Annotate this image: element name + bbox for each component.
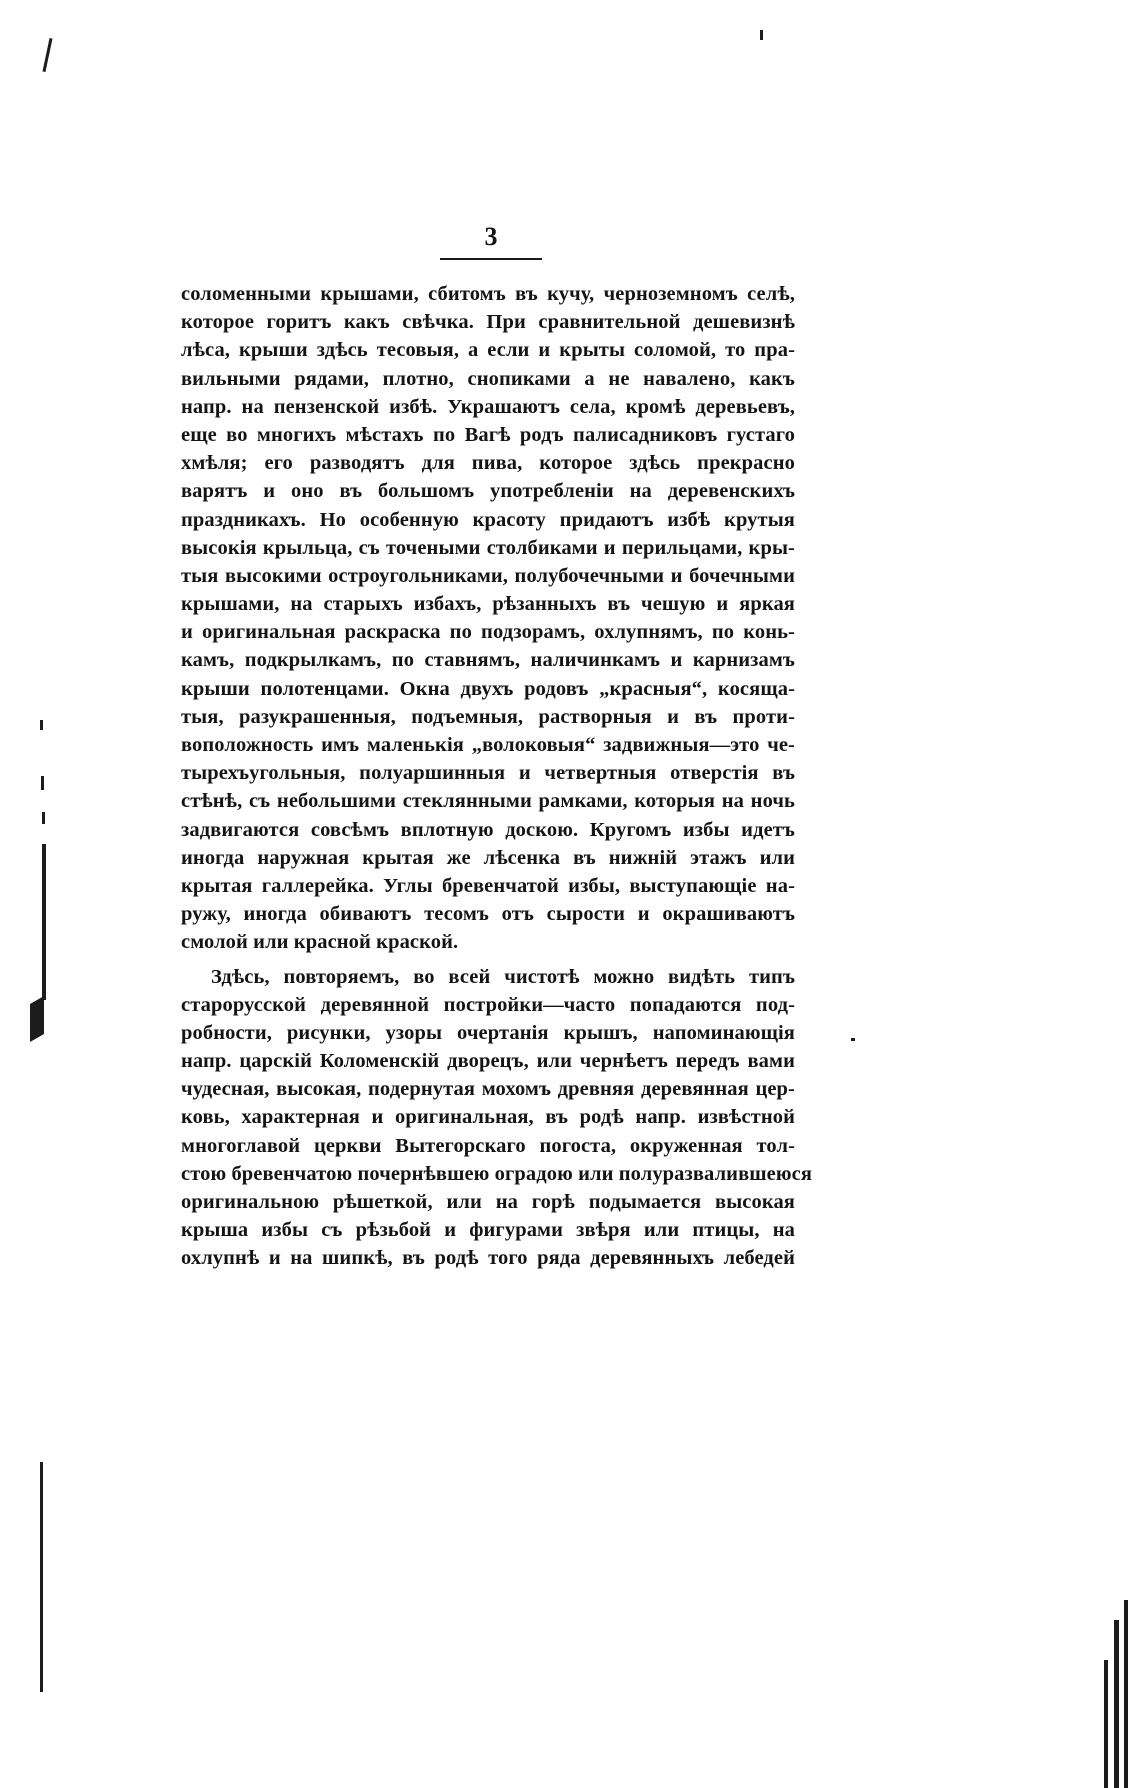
scan-artifact xyxy=(1114,1620,1119,1788)
text-line: стою бревенчатою почернѣвшею оградою или полуразвалившеюся xyxy=(181,1162,813,1185)
page-number-rule xyxy=(440,258,542,260)
text-line: лѣса, крыши здѣсь тесовыя, а если и крыты соломой, то пра- xyxy=(181,339,795,362)
text-line: камъ, подкрылкамъ, по ставнямъ, наличинкамъ и карнизамъ xyxy=(181,649,795,672)
page-number: 3 xyxy=(484,222,498,251)
text-line: тыя высокими остроугольниками, полубочечными и бочечными xyxy=(181,564,795,587)
text-line: тырехъугольныя, полуаршинныя и четвертныя отверстiя въ xyxy=(181,762,795,785)
text-line: задвигаются совсѣмъ вплотную доскою. Кругомъ избы идетъ xyxy=(181,818,795,841)
text-line: Здѣсь, повторяемъ, во всей чистотѣ можно видѣть типъ xyxy=(211,965,795,988)
text-line: робности, рисунки, узоры очертанiя крышъ, напоминающiя xyxy=(181,1021,795,1044)
scan-artifact xyxy=(1104,1660,1108,1788)
text-line: хмѣля; его разводятъ для пива, которое здѣсь прекрасно xyxy=(181,452,795,475)
scan-artifact xyxy=(40,720,43,730)
scan-artifact xyxy=(42,844,46,1000)
text-line: крыша избы съ рѣзьбой и фигурами звѣря или птицы, на xyxy=(181,1219,795,1242)
text-line: смолой или красной краской. xyxy=(181,931,459,954)
scan-artifact xyxy=(851,1038,855,1041)
text-line: которое горитъ какъ свѣчка. При сравнительной дешевизнѣ xyxy=(181,311,795,334)
body-text xyxy=(181,280,813,1273)
text-line: еще во многихъ мѣстахъ по Вагѣ родъ палисадниковъ густаго xyxy=(181,423,795,446)
text-line: соломенными крышами, сбитомъ въ кучу, черноземномъ селѣ, xyxy=(181,283,795,305)
text-line: высокiя крыльца, съ точеными столбиками и перильцами, кры- xyxy=(181,536,795,559)
scan-artifact xyxy=(42,38,52,72)
scan-artifact xyxy=(30,996,44,1042)
paragraph-1 xyxy=(181,280,795,957)
text-line: крышами, на старыхъ избахъ, рѣзанныхъ въ чешую и яркая xyxy=(181,593,795,616)
scan-artifact xyxy=(1124,1600,1128,1788)
text-line: напр. царскiй Коломенскiй дворецъ, или чернѣетъ передъ вами xyxy=(181,1050,795,1073)
text-line: крыши полотенцами. Окна двухъ родовъ „красныя“, косяща- xyxy=(181,677,795,700)
text-line: стѣнѣ, съ небольшими стеклянными рамками, которыя на ночь xyxy=(181,790,795,813)
text-line: и оригинальная раскраска по подзорамъ, охлупнямъ, по конь- xyxy=(181,621,795,644)
text-line: оригинальною рѣшеткой, или на горѣ подымается высокая xyxy=(181,1191,795,1213)
paragraph-2 xyxy=(181,963,813,1273)
text-line: вильными рядами, плотно, снопиками а не навалено, какъ xyxy=(181,367,795,390)
text-line: праздникахъ. Но особенную красоту придаютъ избѣ крутыя xyxy=(181,508,795,531)
text-line: ковь, характерная и оригинальная, въ родѣ напр. извѣстной xyxy=(181,1106,795,1129)
text-line: многоглавой церкви Вытегорскаго погоста, окруженная тол- xyxy=(181,1134,795,1157)
scan-artifact xyxy=(42,812,45,824)
text-line: иногда наружная крытая же лѣсенка въ нижнiй этажъ или xyxy=(181,846,795,869)
text-line: тыя, разукрашенныя, подъемныя, растворныя и въ проти- xyxy=(181,705,795,728)
text-line: охлупнѣ и на шипкѣ, въ родѣ того ряда деревянныхъ лебедей xyxy=(181,1247,795,1270)
text-line: крытая галлерейка. Углы бревенчатой избы, выступающiе на- xyxy=(181,874,795,897)
text-line: старорусской деревянной постройки—часто попадаются под- xyxy=(181,993,795,1016)
text-line: варятъ и оно въ большомъ употребленiи на деревенскихъ xyxy=(181,480,795,503)
text-line: напр. на пензенской избѣ. Украшаютъ села, кромѣ деревьевъ, xyxy=(181,395,795,418)
text-line: воположность имъ маленькiя „волоковыя“ задвижныя—это че- xyxy=(181,734,795,756)
text-line: чудесная, высокая, подернутая мохомъ древняя деревянная цер- xyxy=(181,1078,795,1101)
text-line: ружу, иногда обиваютъ тесомъ отъ сырости и окрашиваютъ xyxy=(181,903,795,926)
scan-artifact xyxy=(760,30,763,40)
scan-artifact xyxy=(40,1462,43,1692)
scan-artifact xyxy=(41,776,44,790)
